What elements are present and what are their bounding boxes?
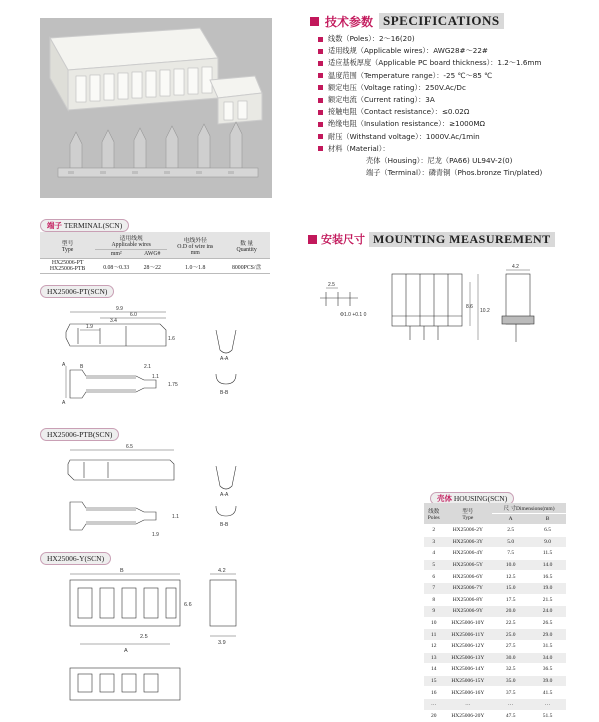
svg-text:3.4: 3.4 <box>110 318 117 324</box>
svg-text:A: A <box>62 400 66 406</box>
bullet-icon <box>318 37 323 42</box>
table-row <box>424 525 566 537</box>
svg-text:2.1: 2.1 <box>144 364 151 370</box>
spec-item: 适用线规（Applicable wires）：AWG28#～22# <box>318 45 598 57</box>
table-cell: 7.5 <box>492 548 529 560</box>
svg-text:6.5: 6.5 <box>126 444 133 450</box>
table-cell: 6.5 <box>529 525 566 537</box>
svg-text:9.9: 9.9 <box>116 306 123 312</box>
pt-section-label: HX25006-PT(SCN) <box>40 281 114 299</box>
table-row <box>424 629 566 641</box>
table-cell: 4 <box>424 548 443 560</box>
table-cell: 24.0 <box>529 606 566 618</box>
table-cell: 34.0 <box>529 652 566 664</box>
svg-text:1.75: 1.75 <box>168 382 178 388</box>
table-row <box>424 571 566 583</box>
table-cell: HX25006-8Y <box>443 594 492 606</box>
svg-text:B-B: B-B <box>220 522 229 528</box>
svg-text:B-B: B-B <box>220 390 229 396</box>
table-cell: 31.5 <box>529 640 566 652</box>
mount-title: 安装尺寸 MOUNTING MEASUREMENT <box>308 231 555 247</box>
table-cell: 26.5 <box>529 617 566 629</box>
spec-item: 温度范围（Temperature range）：-25 ℃～85 ℃ <box>318 70 598 82</box>
table-cell: HX25006-16Y <box>443 687 492 699</box>
table-cell: … <box>443 698 492 710</box>
table-cell: 30.0 <box>492 652 529 664</box>
spec-item: 材料（Material）： <box>318 143 598 155</box>
table-cell: HX25006-14Y <box>443 664 492 676</box>
table-cell: HX25006-5Y <box>443 559 492 571</box>
table-cell: 15 <box>424 675 443 687</box>
bullet-square-icon <box>310 17 319 26</box>
table-row <box>424 664 566 676</box>
svg-text:4.2: 4.2 <box>218 568 226 574</box>
bullet-icon <box>318 73 323 78</box>
table-cell: 16.5 <box>529 571 566 583</box>
table-cell: 10.0 <box>492 559 529 571</box>
spec-list <box>318 33 598 179</box>
table-cell: 8 <box>424 594 443 606</box>
table-cell: 12.5 <box>492 571 529 583</box>
svg-text:8.6: 8.6 <box>466 304 473 310</box>
mounting-drawing <box>310 262 590 362</box>
table-cell: 21.5 <box>529 594 566 606</box>
svg-text:10.2: 10.2 <box>480 308 490 314</box>
table-cell: 2.5 <box>492 525 529 537</box>
table-cell: 41.5 <box>529 687 566 699</box>
table-cell: 25.0 <box>492 629 529 641</box>
svg-text:3.9: 3.9 <box>218 640 226 646</box>
ptb-terminal-drawing <box>40 440 270 540</box>
svg-text:6.0: 6.0 <box>130 312 137 318</box>
bullet-icon <box>318 98 323 103</box>
table-cell: 5.0 <box>492 536 529 548</box>
table-cell: 14.0 <box>529 559 566 571</box>
table-cell: 27.5 <box>492 640 529 652</box>
table-cell: 14 <box>424 664 443 676</box>
table-cell: 5 <box>424 559 443 571</box>
table-row <box>424 675 566 687</box>
spec-title-cn: 技术参数 <box>325 14 374 29</box>
svg-text:2.5: 2.5 <box>140 634 148 640</box>
svg-text:1.6: 1.6 <box>168 336 175 342</box>
svg-text:1.9: 1.9 <box>86 324 93 330</box>
connector-photo-art <box>40 18 272 198</box>
table-cell: 9.0 <box>529 536 566 548</box>
table-row <box>424 640 566 652</box>
table-cell: 22.5 <box>492 617 529 629</box>
table-cell: 2 <box>424 525 443 537</box>
bullet-icon <box>318 146 323 151</box>
table-cell: … <box>529 698 566 710</box>
svg-text:A-A: A-A <box>220 356 229 362</box>
bullet-icon <box>318 122 323 127</box>
spec-title <box>310 12 504 30</box>
table-cell: HX25006-2Y <box>443 525 492 537</box>
table-cell: 13 <box>424 652 443 664</box>
table-row <box>424 617 566 629</box>
housing-table-body <box>424 525 566 722</box>
material-housing: 壳体（Housing）：尼龙（PA66) UL94V-2(0) <box>366 156 513 166</box>
table-cell: 9 <box>424 606 443 618</box>
material-terminal: 端子（Terminal）：磷青铜（Phos.bronze Tin/plated) <box>366 168 543 178</box>
housing-table <box>424 503 566 722</box>
bullet-icon <box>318 85 323 90</box>
spec-item: 额定电流（Current rating）：3A <box>318 94 598 106</box>
bullet-icon <box>318 49 323 54</box>
bullet-square-icon <box>308 235 317 244</box>
table-row <box>424 698 566 710</box>
svg-text:1.1: 1.1 <box>152 374 159 380</box>
terminal-section-label: 端子 TERMINAL(SCN) <box>40 215 129 233</box>
table-cell: HX25006-15Y <box>443 675 492 687</box>
table-cell: 20.0 <box>492 606 529 618</box>
housing-section-label: 壳体 HOUSING(SCN) <box>430 488 514 506</box>
table-cell: 39.0 <box>529 675 566 687</box>
table-cell: … <box>492 698 529 710</box>
table-row <box>424 606 566 618</box>
table-cell: 3 <box>424 536 443 548</box>
svg-text:6.6: 6.6 <box>184 602 192 608</box>
svg-text:A: A <box>62 362 66 368</box>
svg-text:1.1: 1.1 <box>172 514 179 520</box>
svg-text:4.2: 4.2 <box>512 264 519 270</box>
spec-item: 接触电阻（Contact resistance）：≤0.02Ω <box>318 106 598 118</box>
table-cell: 19.0 <box>529 582 566 594</box>
table-cell: HX25006-6Y <box>443 571 492 583</box>
table-cell: HX25006-9Y <box>443 606 492 618</box>
table-row <box>424 548 566 560</box>
table-cell: 10 <box>424 617 443 629</box>
table-cell: 47.5 <box>492 710 529 722</box>
svg-text:B: B <box>80 364 84 370</box>
svg-text:A: A <box>124 648 128 654</box>
svg-text:1.9: 1.9 <box>152 532 159 538</box>
table-cell: 15.0 <box>492 582 529 594</box>
table-cell: HX25006-13Y <box>443 652 492 664</box>
table-cell: HX25006-10Y <box>443 617 492 629</box>
table-cell: 20 <box>424 710 443 722</box>
table-cell: 7 <box>424 582 443 594</box>
table-row: HX25006-PT HX25006-PTB 0.08～0.33 28～22 1.0～1.8 8000PCS/盘 <box>40 259 270 274</box>
table-header-row: 线数 Poles 型号 Type 尺 寸Dimensions(mm) <box>424 503 566 514</box>
y-section-label: HX25006-Y(SCN) <box>40 548 111 566</box>
bullet-icon <box>318 61 323 66</box>
ptb-section-label: HX25006-PTB(SCN) <box>40 424 119 442</box>
table-cell: 32.5 <box>492 664 529 676</box>
table-cell: 11.5 <box>529 548 566 560</box>
svg-text:2.5: 2.5 <box>328 282 335 288</box>
table-row <box>424 559 566 571</box>
table-cell: 11 <box>424 629 443 641</box>
table-cell: HX25006-12Y <box>443 640 492 652</box>
svg-text:Φ1.0 +0.1 0: Φ1.0 +0.1 0 <box>340 312 367 318</box>
table-cell: HX25006-3Y <box>443 536 492 548</box>
spec-title-en: SPECIFICATIONS <box>379 13 504 29</box>
spec-item: 耐压（Withstand voltage）：1000V.Ac/1min <box>318 131 598 143</box>
bullet-icon <box>318 134 323 139</box>
spec-item: 适应基板厚度（Applicable PC board thickness）：1.2～1.6mm <box>318 57 598 69</box>
table-row <box>424 687 566 699</box>
svg-text:B: B <box>120 568 124 574</box>
table-cell: 51.5 <box>529 710 566 722</box>
table-cell: 17.5 <box>492 594 529 606</box>
pt-terminal-drawing <box>40 298 270 416</box>
spec-item: 绝缘电阻（Insulation resistance）：≥1000MΩ <box>318 118 598 130</box>
table-cell: 29.0 <box>529 629 566 641</box>
svg-text:A-A: A-A <box>220 492 229 498</box>
table-row <box>424 536 566 548</box>
table-row <box>424 652 566 664</box>
table-subheader-row: mm² AWG# <box>40 250 270 259</box>
table-cell: HX25006-11Y <box>443 629 492 641</box>
table-cell: HX25006-4Y <box>443 548 492 560</box>
table-row <box>424 594 566 606</box>
table-cell: 16 <box>424 687 443 699</box>
table-cell: 37.5 <box>492 687 529 699</box>
terminal-table <box>40 232 270 274</box>
y-housing-drawing <box>40 564 260 714</box>
table-cell: HX25006-7Y <box>443 582 492 594</box>
table-cell: 35.0 <box>492 675 529 687</box>
table-cell: HX25006-20Y <box>443 710 492 722</box>
table-cell: 6 <box>424 571 443 583</box>
table-cell: 36.5 <box>529 664 566 676</box>
table-row <box>424 582 566 594</box>
spec-item: 线数（Poles）：2～16(20) <box>318 33 598 45</box>
product-photo <box>40 18 272 198</box>
spec-item: 额定电压（Voltage rating）：250V.Ac/Dc <box>318 82 598 94</box>
table-subheader-row: A B <box>424 514 566 525</box>
table-cell: 12 <box>424 640 443 652</box>
table-header-row: 型号 Type 适用线规 Applicable wires 电线外径 O.D of wire ins mm 数 量 Quantity <box>40 232 270 250</box>
table-cell: … <box>424 698 443 710</box>
bullet-icon <box>318 110 323 115</box>
